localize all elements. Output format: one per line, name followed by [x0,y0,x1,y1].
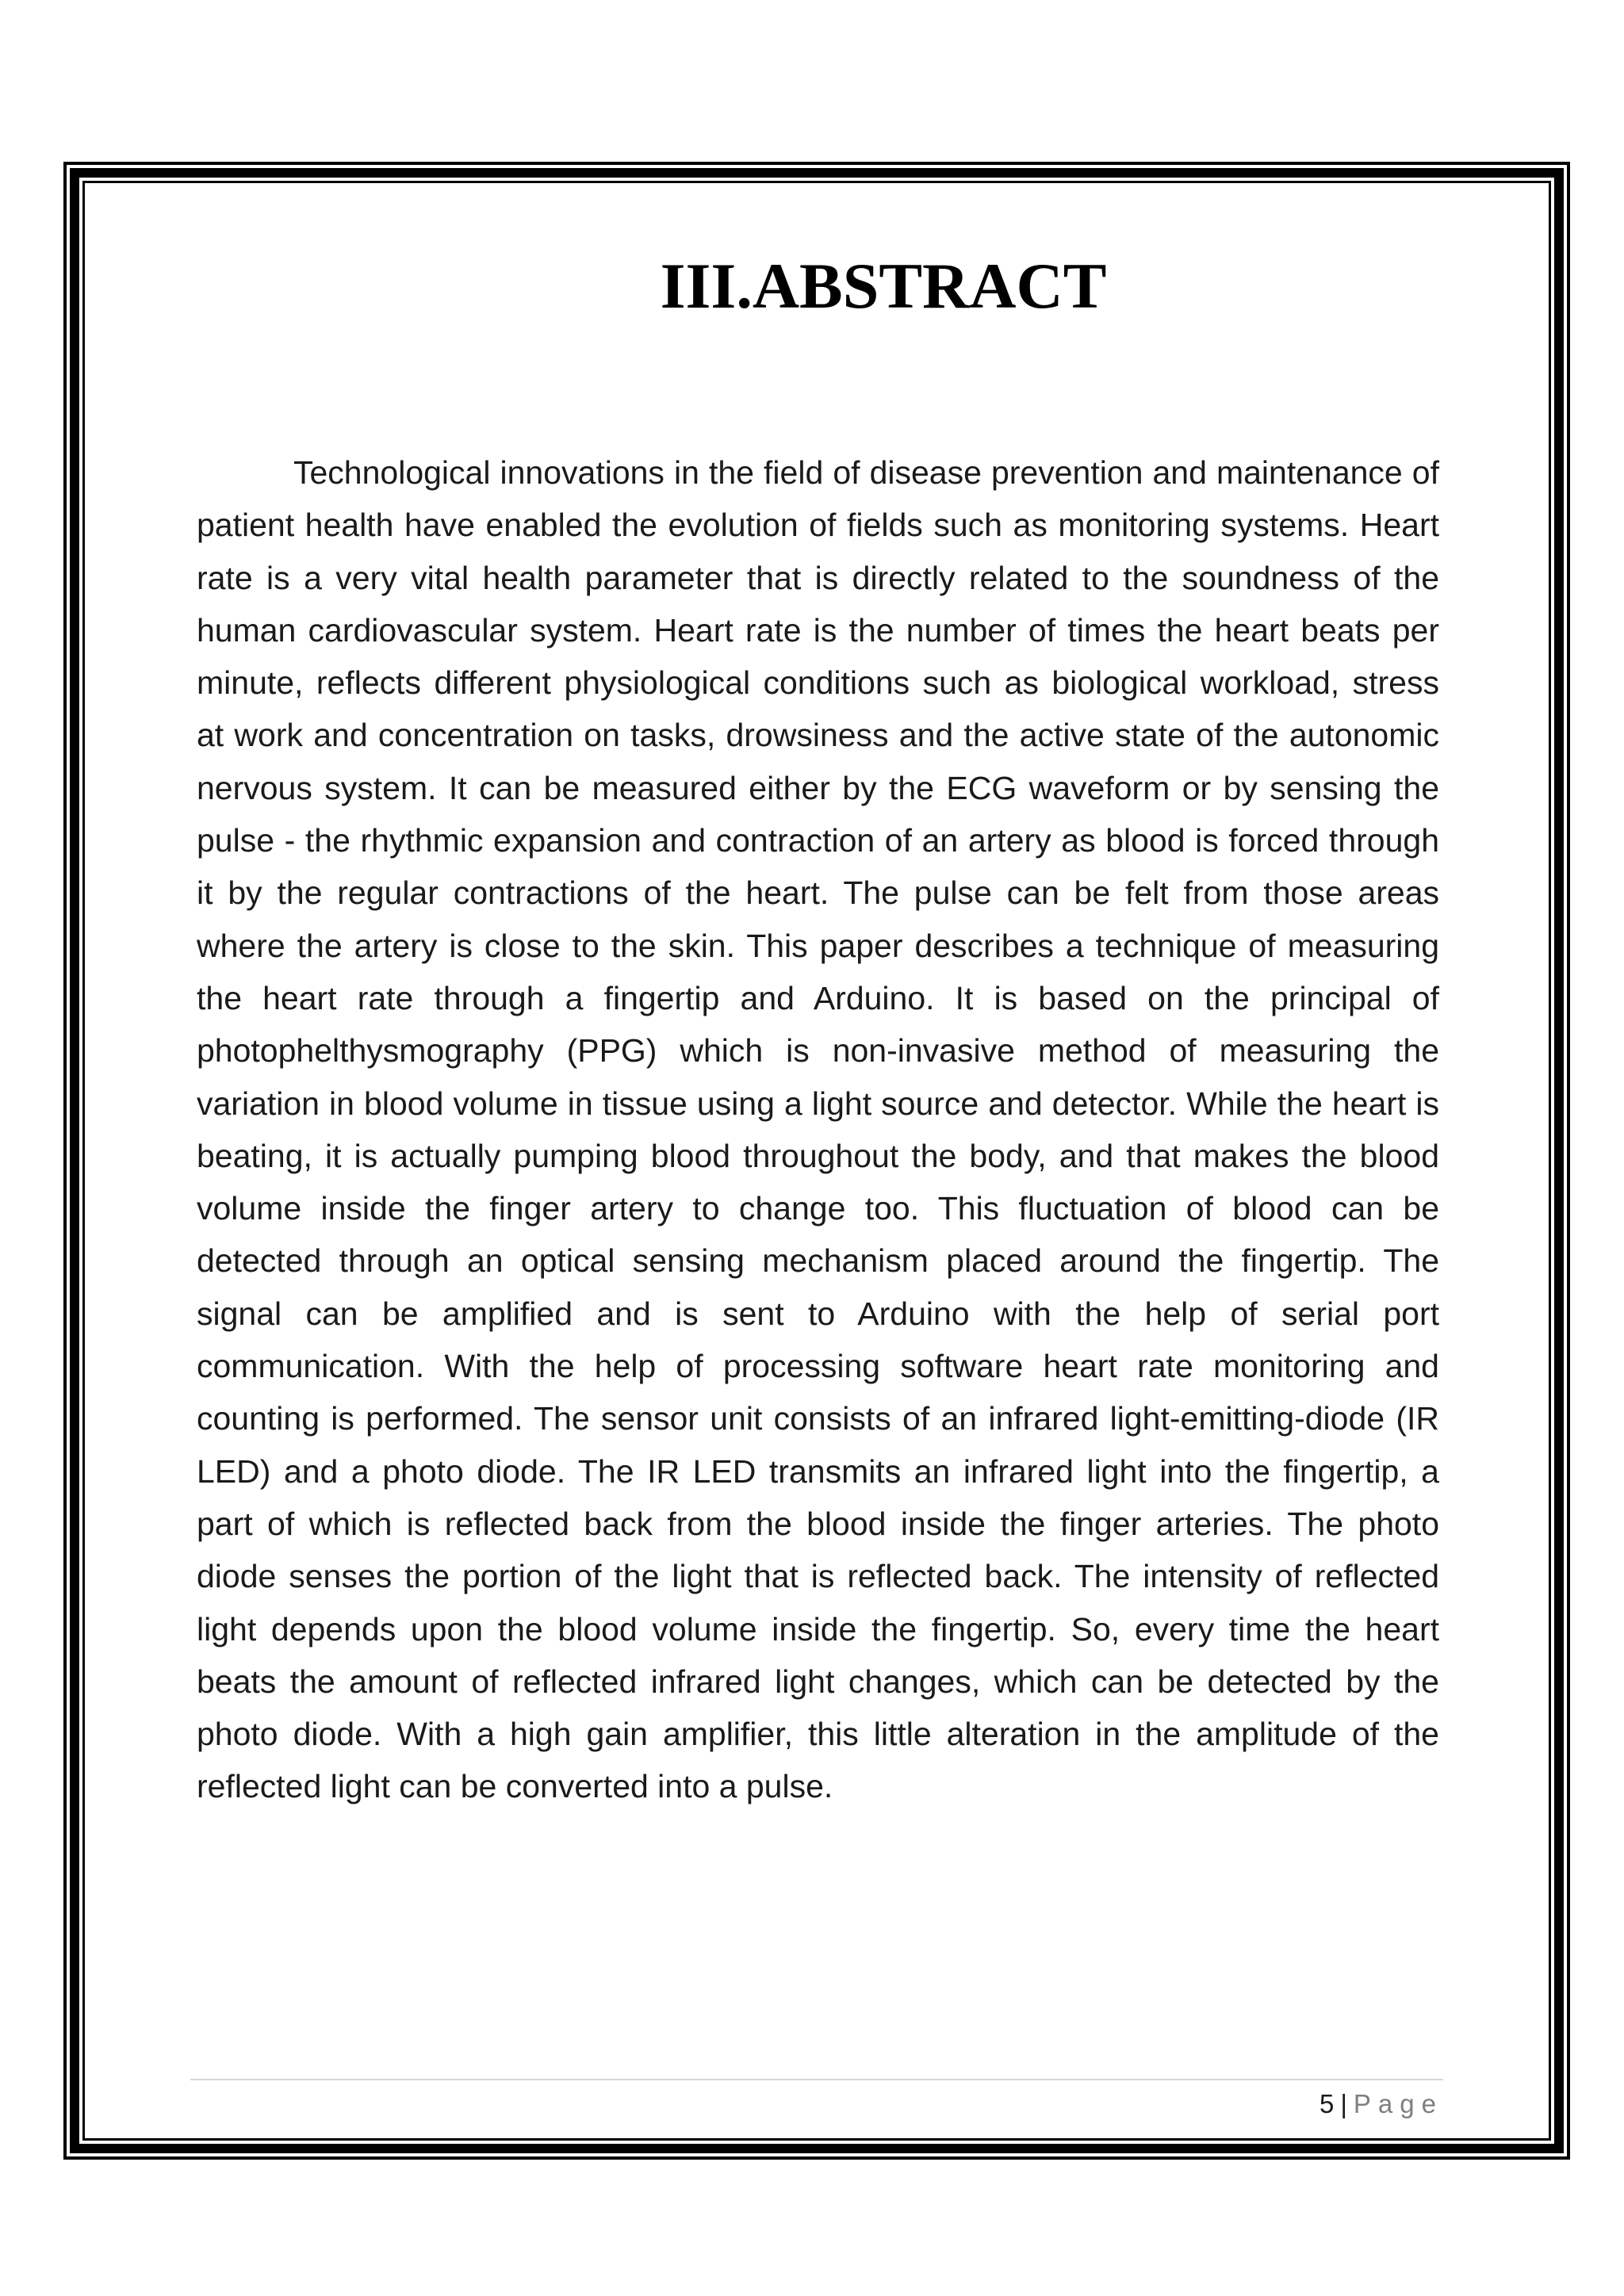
page-title: III.ABSTRACT [660,250,1107,322]
page-footer [1320,2088,1443,2120]
abstract-paragraph: Technological innovations in the field of disease prevention and maintenance of patient health have enabled the evolution of fields such as monitoring systems. Heart rate is a very vital health parameter that is directly related to the soundness of the human cardiovascular system. Heart rate is the number of times the heart beats per minute, reflects different physiological conditions such as biological workload, stress at work and concentration on tasks, drowsiness and the active state of the autonomic nervous system. It can be measured either by the ECG waveform or by sensing the pulse - the rhythmic expansion and contraction of an artery as blood is forced through it by the regular contractions of the heart. The pulse can be felt from those areas where the artery is close to the skin. This paper describes a technique of measuring the heart rate through a fingertip and Arduino. It is based on the principal of photophelthysmography (PPG) which is non-invasive method of measuring the variation in blood volume in tissue using a light source and detector. While the heart is beating, it is actually pumping blood throughout the body, and that makes the blood volume inside the finger artery to change too. This fluctuation of blood can be detected through an optical sensing mechanism placed around the fingertip. The signal can be amplified and is sent to Arduino with the help of serial port communication. With the help of processing software heart rate monitoring and counting is performed. The sensor unit consists of an infrared light-emitting-diode (IR LED) and a photo diode. The IR LED transmits an infrared light into the fingertip, a part of which is reflected back from the blood inside the finger arteries. The photo diode senses the portion of the light that is reflected back. The intensity of reflected light depends upon the blood volume inside the fingertip. So, every time the heart beats the amount of reflected infrared light changes, which can be detected by the photo diode. With a high gain amplifier, this little alteration in the amplitude of the reflected light can be converted into a pulse. [197,454,1439,1805]
page-number: 5 [1319,2089,1335,2118]
footer-divider [190,2079,1443,2080]
page-label: Page [1353,2089,1443,2118]
page-separator: | [1340,2089,1347,2118]
